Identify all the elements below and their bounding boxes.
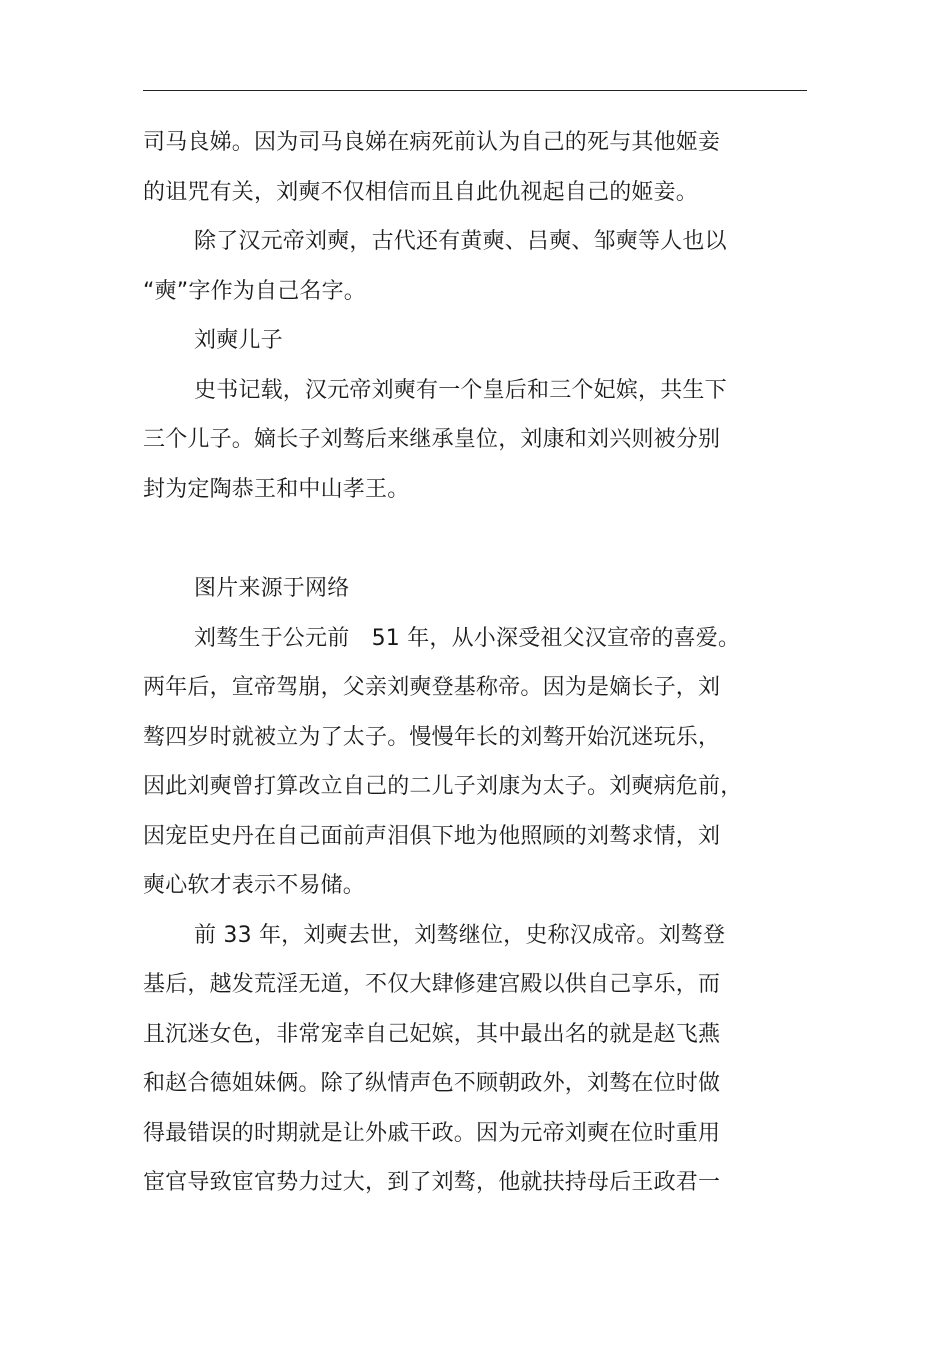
text-line: 司马良娣。因为司马良娣在病死前认为自己的死与其他姬妾 bbox=[143, 130, 721, 155]
text-line: 且沉迷女色，非常宠幸自己妃嫔，其中最出名的就是赵飞燕 bbox=[143, 1021, 721, 1047]
text-line: 刘骜生于公元前 51 年，从小深受祖父汉宣帝的喜爱。 bbox=[194, 625, 741, 651]
blank-line bbox=[143, 514, 783, 564]
text-line: 史书记载，汉元帝刘奭有一个皇后和三个妃嫔，共生下 bbox=[194, 377, 727, 403]
text-line: 因此刘奭曾打算改立自己的二儿子刘康为太子。刘奭病危前， bbox=[143, 774, 743, 799]
text-line: 奭心软才表示不易储。 bbox=[143, 873, 366, 898]
text-line: 除了汉元帝刘奭，古代还有黄奭、吕奭、邹奭等人也以 bbox=[194, 229, 727, 254]
text-line: 封为定陶恭王和中山孝王。 bbox=[143, 476, 410, 502]
text-line: “奭”字作为自己名字。 bbox=[143, 278, 366, 304]
text-line: 前 33 年，刘奭去世，刘骜继位，史称汉成帝。刘骜登 bbox=[194, 922, 726, 948]
text-line: 和赵合德姐妹俩。除了纵情声色不顾朝政外，刘骜在位时做 bbox=[143, 1071, 721, 1096]
text-line: 得最错误的时期就是让外戚干政。因为元帝刘奭在位时重用 bbox=[143, 1120, 721, 1146]
text-line: 因宠臣史丹在自己面前声泪俱下地为他照顾的刘骜求情，刘 bbox=[143, 823, 721, 849]
header-rule bbox=[143, 90, 807, 91]
text-line: 宦官导致宦官势力过大，到了刘骜，他就扶持母后王政君一 bbox=[143, 1170, 721, 1195]
text-line: 两年后，宣帝驾崩，父亲刘奭登基称帝。因为是嫡长子，刘 bbox=[143, 675, 721, 700]
document-body bbox=[143, 118, 783, 1208]
text-line: 刘奭儿子 bbox=[194, 328, 283, 353]
text-line: 骜四岁时就被立为了太子。慢慢年长的刘骜开始沉迷玩乐， bbox=[143, 724, 721, 750]
text-line: 基后，越发荒淫无道，不仅大肆修建宫殿以供自己享乐，而 bbox=[143, 972, 721, 997]
text-line: 图片来源于网络 bbox=[194, 576, 350, 601]
text-line: 的诅咒有关，刘奭不仅相信而且自此仇视起自己的姬妾。 bbox=[143, 179, 699, 205]
text-line: 三个儿子。嫡长子刘骜后来继承皇位，刘康和刘兴则被分别 bbox=[143, 427, 721, 452]
